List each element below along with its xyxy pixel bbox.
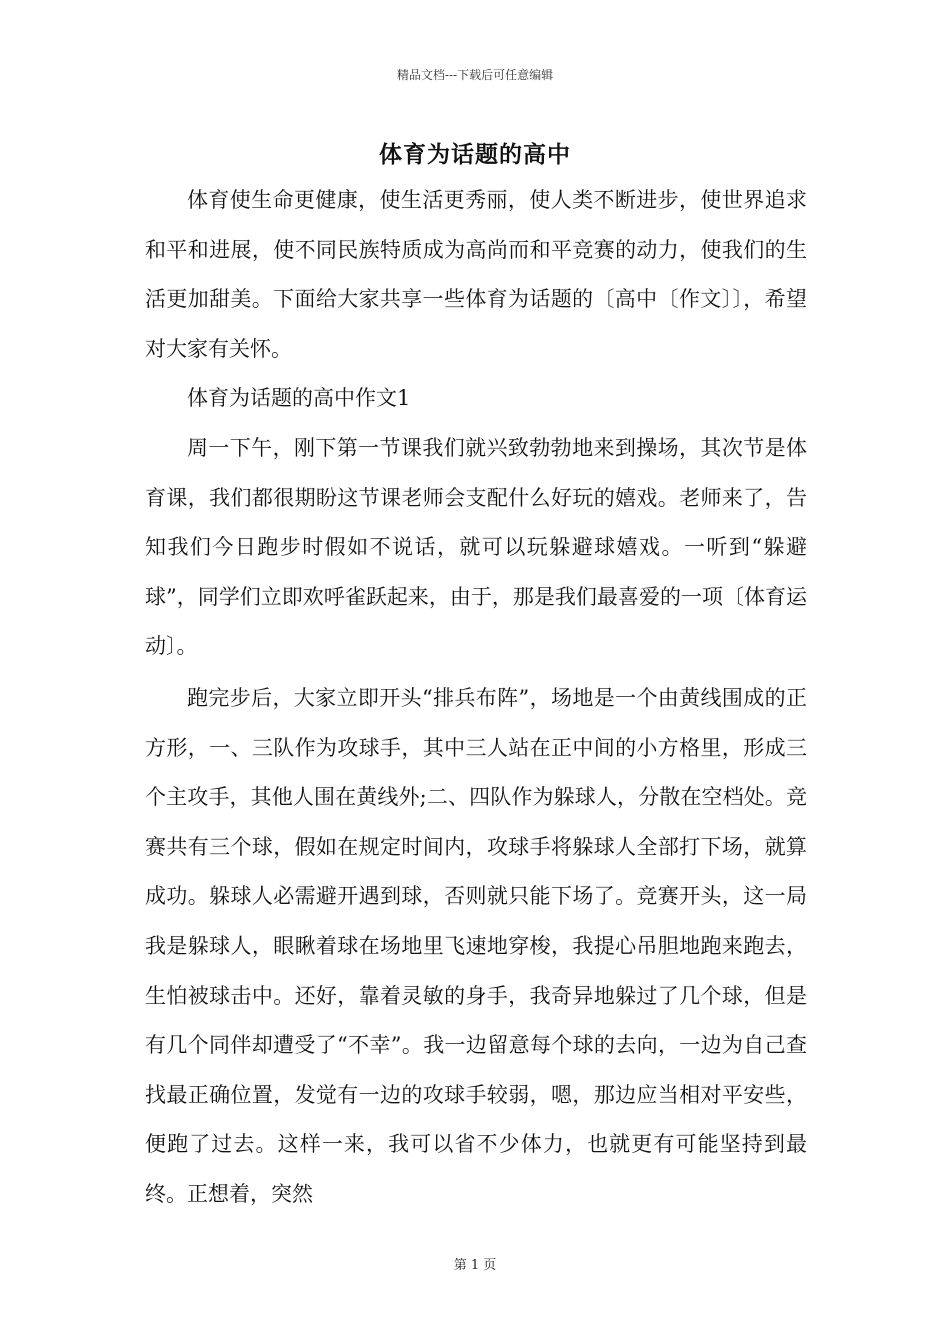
- document-body: [145, 176, 807, 1219]
- header-note: 精品文档---下载后可任意编辑: [396, 68, 554, 82]
- page-number: 第 1 页: [453, 1258, 497, 1273]
- intro-paragraph: 体育使生命更健康，使生活更秀丽，使人类不断进步，使世界追求和平和进展，使不同民族特质成为高尚而和平竞赛的动力，使我们的生活更加甜美。下面给大家共享一些体育为话题的〔高中〔作文〕〕，希望对大家有关怀。: [145, 188, 807, 361]
- document-title: 体育为话题的高中: [379, 141, 571, 168]
- body-paragraph: 跑完步后，大家立即开头“排兵布阵”，场地是一个由黄线围成的正方形，一、三队作为攻球手，其中三人站在正中间的小方格里，形成三个主攻手，其他人围在黄线外;二、四队作为躲球人，分散在空档处。竞赛共有三个球，假如在规定时间内，攻球手将躲球人全部打下场，就算成功。躲球人必需避开遇到球，否则就只能下场了。竞赛开头，这一局我是躲球人，眼瞅着球在场地里飞速地穿梭，我提心吊胆地跑来跑去，生怕被球击中。还好，靠着灵敏的身手，我奇异地躲过了几个球，但是有几个同伴却遭受了“不幸”。我一边留意每个球的去向，一边为自己查找最正确位置，发觉有一边的攻球手较弱，嗯，那边应当相对平安些，便跑了过去。这样一来，我可以省不少体力，也就更有可能坚持到最终。正想着，突然: [145, 685, 807, 1206]
- section-heading: 体育为话题的高中作文1: [187, 386, 411, 411]
- body-paragraph: 周一下午，刚下第一节课我们就兴致勃勃地来到操场，其次节是体育课，我们都很期盼这节课老师会支配什么好玩的嬉戏。老师来了，告知我们今日跑步时假如不说话，就可以玩躲避球嬉戏。一听到“躲避球”，同学们立即欢呼雀跃起来，由于，那是我们最喜爱的一项〔体育运动〕。: [145, 435, 807, 659]
